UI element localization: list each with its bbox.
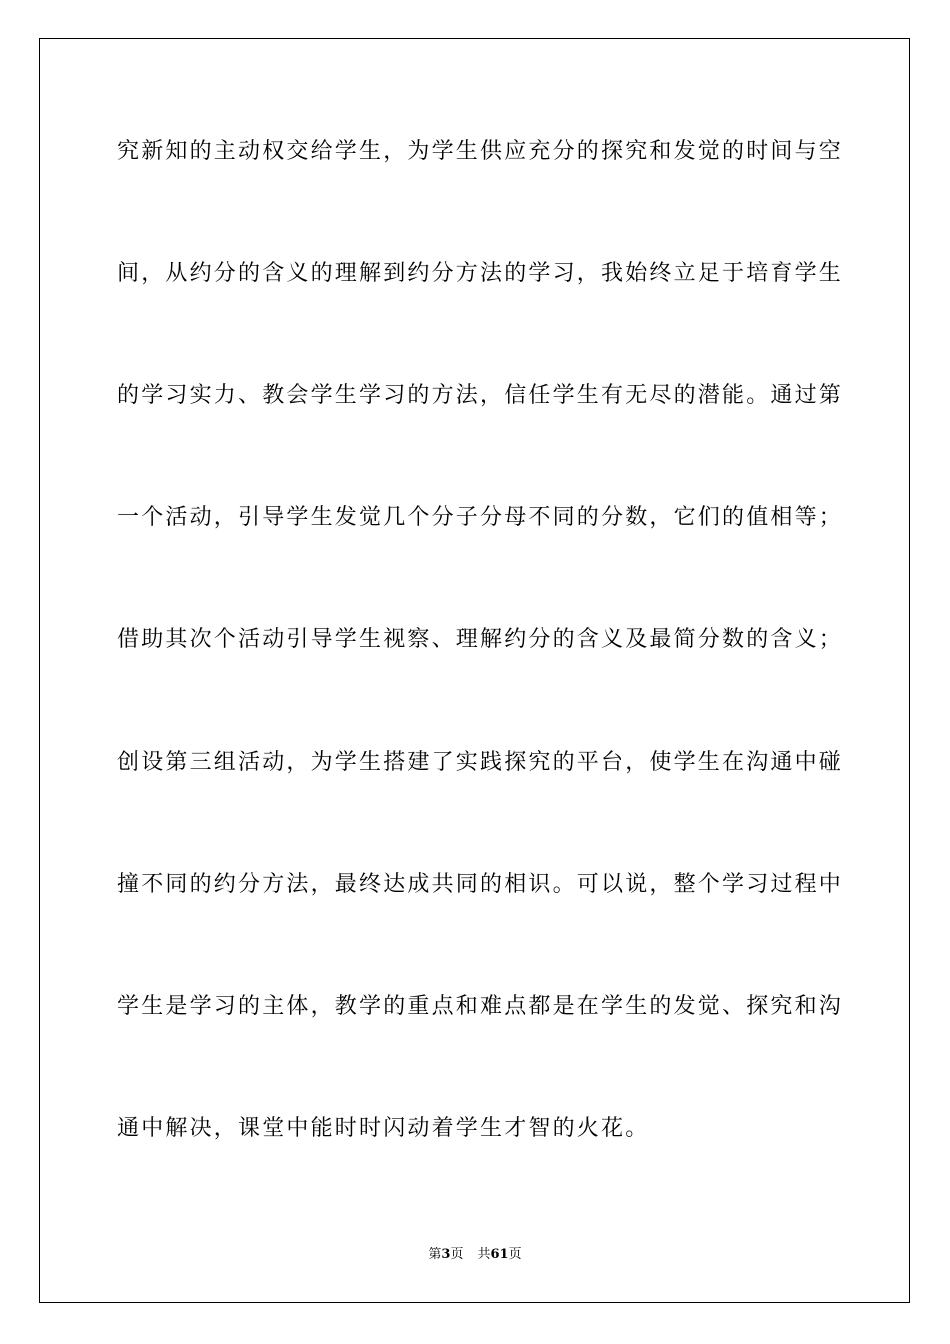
page-suffix: 页 <box>450 1247 464 1262</box>
total-pages: 61 <box>490 1247 509 1262</box>
text-line: 通中解决，课堂中能时时闪动着学生才智的火花。 <box>117 1116 650 1141</box>
text-line: 学生是学习的主体，教学的重点和难点都是在学生的发觉、探究和沟 <box>117 994 844 1019</box>
text-line: 撞不同的约分方法，最终达成共同的相识。可以说，整个学习过程中 <box>117 872 844 897</box>
text-line: 创设第三组活动，为学生搭建了实践探究的平台，使学生在沟通中碰 <box>117 750 844 775</box>
text-line: 间，从约分的含义的理解到约分方法的学习，我始终立足于培育学生 <box>117 261 844 286</box>
page-number: 3 <box>441 1247 451 1262</box>
text-line: 一个活动，引导学生发觉几个分子分母不同的分数，它们的值相等； <box>117 505 844 530</box>
text-line: 的学习实力、教会学生学习的方法，信任学生有无尽的潜能。通过第 <box>117 383 844 408</box>
text-line: 究新知的主动权交给学生，为学生供应充分的探究和发觉的时间与空 <box>117 139 844 164</box>
page-footer <box>0 1246 950 1264</box>
page-prefix: 第 <box>428 1247 442 1262</box>
total-prefix: 共 <box>477 1247 491 1262</box>
total-suffix: 页 <box>508 1247 522 1262</box>
text-line: 借助其次个活动引导学生视察、理解约分的含义及最简分数的含义； <box>117 627 844 652</box>
